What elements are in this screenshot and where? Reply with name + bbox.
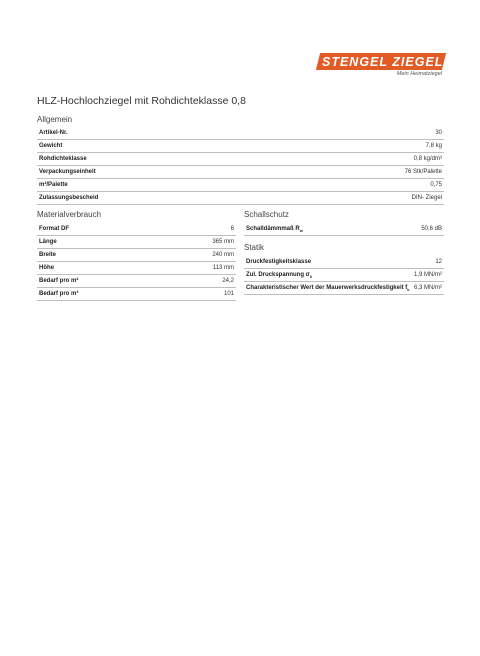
row-label-text: m²/Palette xyxy=(39,182,68,188)
row-label xyxy=(37,192,277,205)
row-label xyxy=(37,275,157,288)
row-label xyxy=(37,262,157,275)
row-label-text: Breite xyxy=(39,252,57,258)
table-row xyxy=(37,179,444,192)
row-value: 24,2 xyxy=(157,275,236,288)
row-label-text: Charakteristischer Wert der Mauerwerksdruckfestigkeit f xyxy=(246,285,408,291)
row-value: 365 mm xyxy=(157,236,236,249)
row-value: 30 xyxy=(277,127,444,140)
row-label xyxy=(37,249,157,262)
table-row xyxy=(37,236,236,249)
row-label xyxy=(244,256,406,269)
row-value: 6 xyxy=(157,223,236,236)
row-label xyxy=(244,282,410,295)
row-label-text: Höhe xyxy=(39,265,54,271)
table-row xyxy=(244,269,444,282)
section-heading-materialverbrauch: Materialverbrauch xyxy=(37,210,102,219)
table-row xyxy=(37,262,236,275)
table-row xyxy=(37,275,236,288)
schallschutz-table xyxy=(244,223,444,236)
row-value: DIN- Ziegel xyxy=(277,192,444,205)
row-value: 101 xyxy=(157,288,236,301)
row-value: 0,8 kg/dm³ xyxy=(277,153,444,166)
row-value: 76 Stk/Palette xyxy=(277,166,444,179)
table-row xyxy=(244,223,444,236)
row-label-text: Schalldämmmaß R xyxy=(246,226,300,232)
row-label xyxy=(37,166,277,179)
logo-brand: STENGEL ZIEGEL xyxy=(322,55,444,69)
row-value: 50,6 dB xyxy=(384,223,444,236)
table-row xyxy=(37,140,444,153)
row-label xyxy=(244,223,384,236)
row-value: 1,9 MN/m² xyxy=(406,269,444,282)
row-label-subscript: k xyxy=(407,287,410,293)
row-label-text: Gewicht xyxy=(39,143,63,149)
row-value: 240 mm xyxy=(157,249,236,262)
table-row xyxy=(37,223,236,236)
table-row xyxy=(244,282,444,295)
row-label-text: Artikel-Nr. xyxy=(39,130,68,136)
row-label-text: Länge xyxy=(39,239,57,245)
table-row xyxy=(37,192,444,205)
table-row xyxy=(37,288,236,301)
row-label xyxy=(37,223,157,236)
row-label-text: Druckfestigkeitsklasse xyxy=(246,259,312,265)
allgemein-table xyxy=(37,127,444,205)
section-heading-allgemein: Allgemein xyxy=(37,115,73,124)
row-label xyxy=(244,269,406,282)
row-value: 7,8 kg xyxy=(277,140,444,153)
row-label xyxy=(37,236,157,249)
row-label xyxy=(37,153,277,166)
row-label-subscript: w xyxy=(299,228,303,234)
row-label-text: Zul. Druckspannung σ xyxy=(246,272,310,278)
row-label-text: Bedarf pro m² xyxy=(39,278,79,284)
row-label xyxy=(37,127,277,140)
section-heading-statik: Statik xyxy=(244,243,265,252)
company-logo xyxy=(318,53,444,81)
table-row xyxy=(37,249,236,262)
row-value: 6,3 MN/m² xyxy=(406,282,444,295)
materialverbrauch-table xyxy=(37,223,236,301)
row-value: 12 xyxy=(406,256,444,269)
section-heading-schallschutz: Schallschutz xyxy=(244,210,289,219)
row-label-subscript: 0 xyxy=(309,274,313,280)
row-label-text: Bedarf pro m³ xyxy=(39,291,79,297)
table-row xyxy=(244,256,444,269)
row-value: 113 mm xyxy=(157,262,236,275)
logo-tagline: Mein Heimatziegel xyxy=(396,71,442,77)
row-label xyxy=(37,140,277,153)
row-label-text: Rohdichteklasse xyxy=(39,156,87,162)
row-label xyxy=(37,288,157,301)
table-row xyxy=(37,127,444,140)
row-label-text: Zulassungsbescheid xyxy=(39,195,99,201)
table-row xyxy=(37,166,444,179)
row-label xyxy=(37,179,277,192)
row-label-text: Verpackungseinheit xyxy=(39,169,96,175)
table-row xyxy=(37,153,444,166)
row-value: 0,75 xyxy=(277,179,444,192)
row-label-text: Format DF xyxy=(39,226,69,232)
page-title: HLZ-Hochlochziegel mit Rohdichteklasse 0,8 xyxy=(37,95,246,107)
statik-table xyxy=(244,256,444,295)
